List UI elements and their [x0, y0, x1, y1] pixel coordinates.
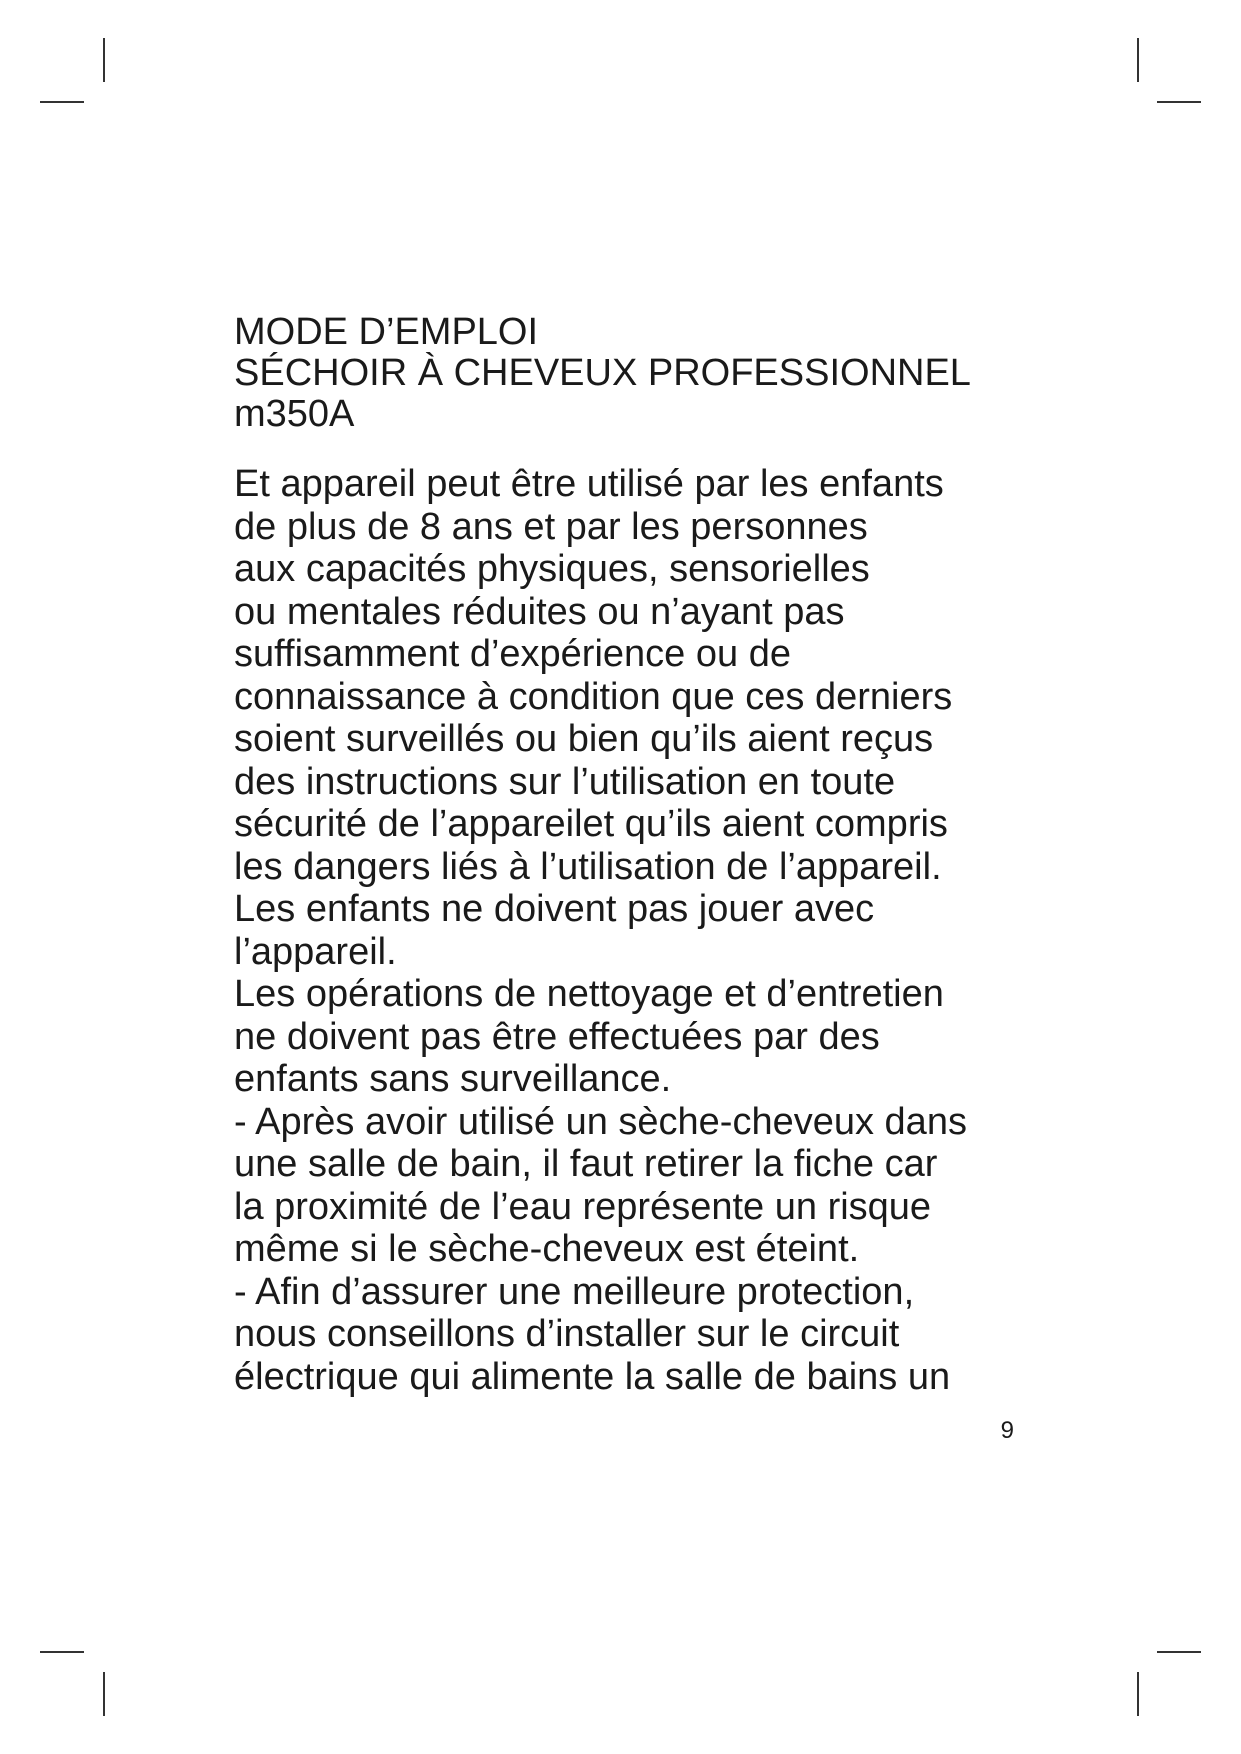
body-line: les dangers liés à l’utilisation de l’appareil. [234, 845, 942, 888]
body-line: électrique qui alimente la salle de bains un [234, 1355, 951, 1398]
body-line: aux capacités physiques, sensorielles [234, 548, 870, 590]
crop-mark-bottom-left-vertical [103, 1672, 105, 1716]
page-content [234, 312, 1024, 1398]
crop-mark-bottom-right-horizontal [1157, 1651, 1201, 1653]
body-line: Les opérations de nettoyage et d’entretien [234, 973, 944, 1015]
body-line: Les enfants ne doivent pas jouer avec [234, 888, 875, 930]
crop-mark-bottom-left-horizontal [40, 1651, 84, 1653]
body-line: des instructions sur l’utilisation en toute [234, 760, 896, 803]
page-number: 9 [1000, 1417, 1014, 1444]
body-line: Et appareil peut être utilisé par les enfants [234, 463, 944, 505]
body-line: de plus de 8 ans et par les personnes [234, 505, 868, 548]
body-line: - Après avoir utilisé un sèche-cheveux dans [234, 1100, 967, 1143]
title-line: MODE D’EMPLOI [234, 311, 539, 353]
body-line: - Afin d’assurer une meilleure protection, [234, 1270, 915, 1313]
body-line: suffisamment d’expérience ou de [234, 633, 791, 675]
body-line: une salle de bain, il faut retirer la fiche car [234, 1143, 938, 1185]
crop-mark-top-left-vertical [103, 38, 105, 82]
body-line: la proximité de l’eau représente un risque [234, 1185, 932, 1228]
body-line: connaissance à condition que ces derniers [234, 675, 953, 718]
crop-mark-top-left-horizontal [40, 101, 84, 103]
body-line: sécurité de l’appareilet qu’ils aient compris [234, 803, 948, 845]
body-text [234, 463, 1024, 1398]
body-line: ne doivent pas être effectuées par des [234, 1015, 880, 1058]
crop-mark-top-right-horizontal [1157, 101, 1201, 103]
title-line: m350A [234, 393, 355, 435]
body-line: même si le sèche-cheveux est éteint. [234, 1228, 860, 1270]
title-line: SÉCHOIR À CHEVEUX PROFESSIONNEL [234, 352, 971, 394]
body-line: soient surveillés ou bien qu’ils aient reçus [234, 718, 934, 760]
body-line: l’appareil. [234, 930, 397, 973]
body-line: ou mentales réduites ou n’ayant pas [234, 590, 845, 633]
crop-mark-top-right-vertical [1137, 38, 1139, 82]
body-line: nous conseillons d’installer sur le circuit [234, 1313, 900, 1355]
crop-mark-bottom-right-vertical [1137, 1672, 1139, 1716]
body-line: enfants sans surveillance. [234, 1058, 672, 1100]
document-title [234, 312, 1024, 435]
